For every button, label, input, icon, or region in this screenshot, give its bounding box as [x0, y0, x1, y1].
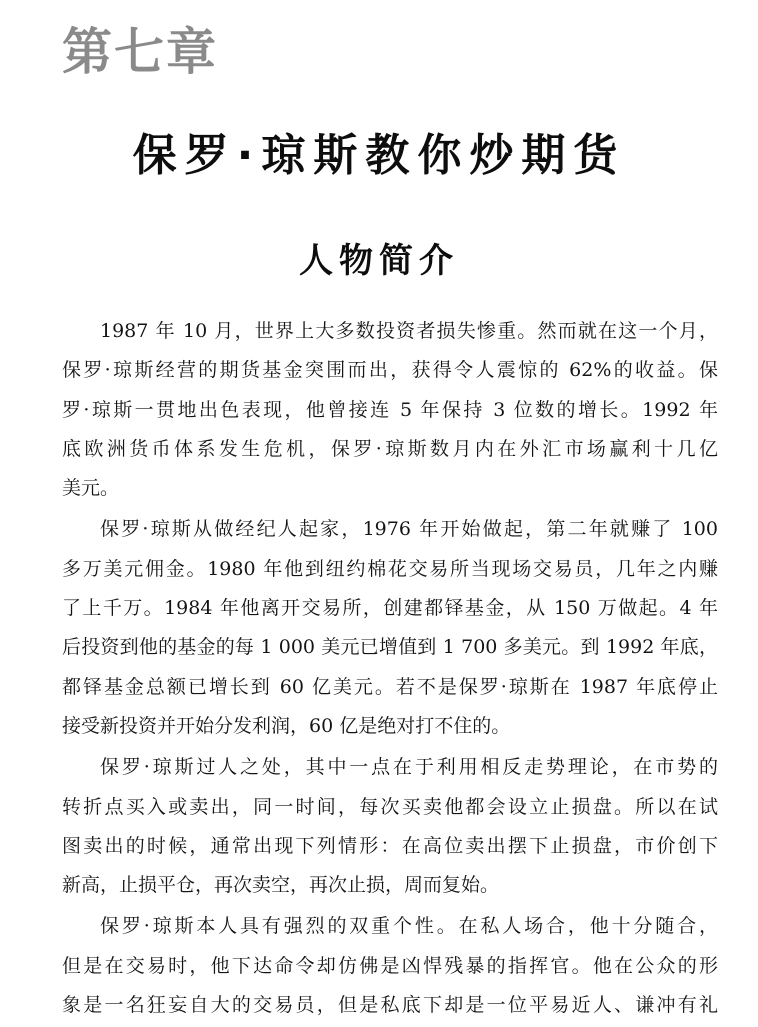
text-line: 但是在交易时，他下达命令却仿佛是凶悍残暴的指挥官。他在公众的形: [62, 954, 718, 977]
text-line: 罗·琼斯一贯地出色表现，他曾接连 5 年保持 3 位数的增长。1992 年: [62, 398, 718, 421]
text-line: 多万美元佣金。1980 年他到纽约棉花交易所当现场交易员，几年之内赚: [62, 557, 718, 580]
text-line: 美元。: [62, 477, 120, 500]
text-line: 保罗·琼斯从做经纪人起家，1976 年开始做起，第二年就赚了 100: [100, 518, 718, 541]
text-line: 保罗·琼斯本人具有强烈的双重个性。在私人场合，他十分随合，: [100, 915, 718, 938]
paragraph: [62, 748, 718, 905]
text-line: 保罗·琼斯过人之处，其中一点在于利用相反走势理论，在市势的: [100, 756, 718, 779]
body-text: [62, 312, 718, 1027]
text-line: 都铎基金总额已增长到 60 亿美元。若不是保罗·琼斯在 1987 年底停止: [62, 675, 718, 698]
text-line: 图卖出的时候，通常出现下列情形：在高位卖出摆下止损盘，市价创下: [62, 834, 718, 857]
chapter-label: 第七章: [62, 23, 218, 81]
text-line: 1987 年 10 月，世界上大多数投资者损失惨重。然而就在这一个月，: [100, 320, 718, 342]
text-line: 保罗·琼斯经营的期货基金突围而出，获得令人震惊的 62%的收益。保: [62, 359, 718, 382]
text-line: 转折点买入或卖出，同一时间，每次买卖他都会设立止损盘。所以在试: [62, 795, 718, 818]
paragraph: [62, 907, 718, 1025]
section-title: 人物简介: [299, 241, 459, 281]
paragraph: [62, 510, 718, 746]
chapter-title: 保罗·琼斯教你炒期货: [132, 130, 626, 181]
text-line: 底欧洲货币体系发生危机，保罗·琼斯数月内在外汇市场赢利十几亿: [62, 437, 718, 460]
text-line: 新高，止损平仓，再次卖空，再次止损，周而复始。: [62, 874, 500, 897]
text-line: 象是一名狂妄自大的交易员，但是私底下却是一位平易近人、谦冲有礼: [62, 994, 718, 1017]
text-line: 了上千万。1984 年他离开交易所，创建都铎基金，从 150 万做起。4 年: [62, 597, 718, 620]
text-line: 接受新投资并开始分发利润，60 亿是绝对打不住的。: [62, 714, 511, 737]
text-line: 后投资到他的基金的每 1 000 美元已增值到 1 700 多美元。到 1992 年底，: [62, 636, 718, 659]
paragraph: [62, 312, 718, 508]
